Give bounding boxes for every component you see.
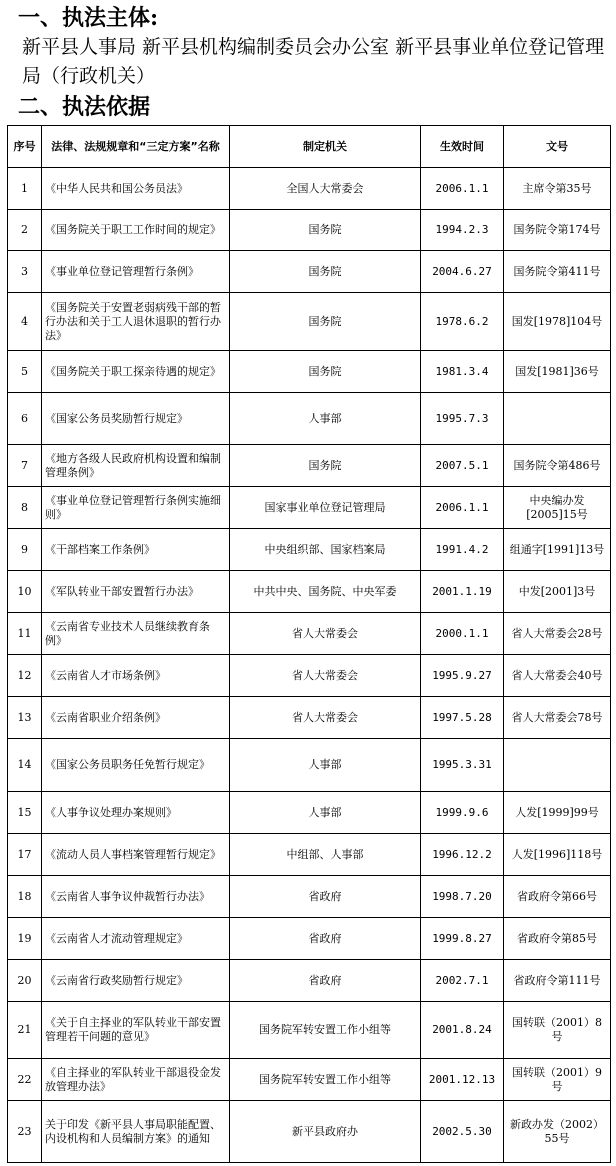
cell-regulation-name: 《事业单位登记管理暂行条例》 [42,251,230,293]
cell-issuing-authority: 国务院军转安置工作小组等 [230,1002,421,1059]
cell-effective-date: 1981.3.4 [421,351,504,393]
cell-issuing-authority: 中共中央、国务院、中央军委 [230,571,421,613]
cell-issuing-authority: 国务院 [230,210,421,251]
cell-issuing-authority: 省政府 [230,876,421,918]
cell-serial-number: 14 [8,739,42,792]
cell-effective-date: 1999.9.6 [421,792,504,834]
cell-document-number: 省人大常委会78号 [504,697,611,739]
cell-serial-number: 8 [8,487,42,529]
cell-regulation-name: 《事业单位登记管理暂行条例实施细则》 [42,487,230,529]
cell-regulation-name: 《自主择业的军队转业干部退役金发放管理办法》 [42,1059,230,1101]
table-row [8,529,611,571]
cell-serial-number: 20 [8,960,42,1002]
cell-effective-date: 2002.7.1 [421,960,504,1002]
cell-serial-number: 10 [8,571,42,613]
cell-serial-number: 18 [8,876,42,918]
cell-effective-date: 1991.4.2 [421,529,504,571]
cell-regulation-name: 《中华人民共和国公务员法》 [42,168,230,210]
cell-serial-number: 13 [8,697,42,739]
table-row [8,210,611,251]
cell-issuing-authority: 省人大常委会 [230,655,421,697]
table-row [8,876,611,918]
cell-effective-date: 2004.6.27 [421,251,504,293]
cell-effective-date: 2001.12.13 [421,1059,504,1101]
cell-serial-number: 23 [8,1101,42,1163]
cell-regulation-name: 《国家公务员奖励暂行规定》 [42,393,230,445]
table-body [8,168,611,1163]
cell-document-number: 中央编办发[2005]15号 [504,487,611,529]
cell-regulation-name: 《云南省职业介绍条例》 [42,697,230,739]
cell-regulation-name: 《地方各级人民政府机构设置和编制管理条例》 [42,445,230,487]
table-row [8,571,611,613]
cell-effective-date: 1995.7.3 [421,393,504,445]
cell-serial-number: 15 [8,792,42,834]
cell-issuing-authority: 人事部 [230,739,421,792]
header-effective-date: 生效时间 [421,126,504,168]
cell-issuing-authority: 中组部、人事部 [230,834,421,876]
cell-regulation-name: 《云南省人事争议仲裁暂行办法》 [42,876,230,918]
cell-effective-date: 2006.1.1 [421,487,504,529]
cell-issuing-authority: 人事部 [230,393,421,445]
cell-serial-number: 5 [8,351,42,393]
cell-document-number: 主席令第35号 [504,168,611,210]
table-row [8,918,611,960]
enforcement-subjects-text: 新平县人事局 新平县机构编制委员会办公室 新平县事业单位登记管理局（行政机关） [22,36,605,87]
header-issuing-authority: 制定机关 [230,126,421,168]
cell-issuing-authority: 省政府 [230,960,421,1002]
cell-serial-number: 12 [8,655,42,697]
cell-regulation-name: 《国务院关于职工探亲待遇的规定》 [42,351,230,393]
cell-document-number: 国发[1981]36号 [504,351,611,393]
cell-issuing-authority: 省人大常委会 [230,697,421,739]
cell-regulation-name: 《云南省人才市场条例》 [42,655,230,697]
table-row [8,487,611,529]
cell-serial-number: 19 [8,918,42,960]
cell-document-number: 省人大常委会40号 [504,655,611,697]
cell-document-number: 国转联（2001）8号 [504,1002,611,1059]
table-row [8,834,611,876]
cell-document-number: 人发[1999]99号 [504,792,611,834]
cell-serial-number: 4 [8,293,42,351]
cell-document-number: 国务院令第486号 [504,445,611,487]
cell-document-number: 省政府令第111号 [504,960,611,1002]
cell-regulation-name: 《云南省人才流动管理规定》 [42,918,230,960]
table-row [8,1101,611,1163]
cell-serial-number: 17 [8,834,42,876]
cell-document-number: 国发[1978]104号 [504,293,611,351]
cell-regulation-name: 《云南省行政奖励暂行规定》 [42,960,230,1002]
cell-issuing-authority: 人事部 [230,792,421,834]
cell-issuing-authority: 省人大常委会 [230,613,421,655]
cell-issuing-authority: 新平县政府办 [230,1101,421,1163]
cell-effective-date: 2007.5.1 [421,445,504,487]
cell-issuing-authority: 国务院 [230,351,421,393]
header-document-number: 文号 [504,126,611,168]
cell-issuing-authority: 国务院 [230,445,421,487]
cell-effective-date: 1978.6.2 [421,293,504,351]
cell-effective-date: 1997.5.28 [421,697,504,739]
cell-effective-date: 2001.8.24 [421,1002,504,1059]
cell-regulation-name: 《国务院关于安置老弱病残干部的暂行办法和关于工人退休退职的暂行办法》 [42,293,230,351]
cell-regulation-name: 《人事争议处理办案规则》 [42,792,230,834]
table-row [8,960,611,1002]
enforcement-basis-table [7,125,611,1163]
cell-document-number: 国转联（2001）9号 [504,1059,611,1101]
heading-law-enforcement-basis: 二、执法依据 [18,94,151,120]
cell-issuing-authority: 全国人大常委会 [230,168,421,210]
table-row [8,697,611,739]
cell-issuing-authority: 国务院 [230,251,421,293]
cell-effective-date: 1995.9.27 [421,655,504,697]
cell-document-number: 组通字[1991]13号 [504,529,611,571]
cell-serial-number: 22 [8,1059,42,1101]
cell-document-number [504,739,611,792]
table-row [8,739,611,792]
table-row [8,655,611,697]
table-row [8,792,611,834]
table-row [8,1059,611,1101]
cell-regulation-name: 《云南省专业技术人员继续教育条例》 [42,613,230,655]
cell-serial-number: 3 [8,251,42,293]
table-row [8,351,611,393]
cell-serial-number: 21 [8,1002,42,1059]
heading-law-enforcement-subject: 一、执法主体: [18,5,159,31]
cell-effective-date: 1994.2.3 [421,210,504,251]
cell-document-number: 省人大常委会28号 [504,613,611,655]
table-row [8,445,611,487]
table-row [8,1002,611,1059]
cell-regulation-name: 《流动人员人事档案管理暂行规定》 [42,834,230,876]
cell-serial-number: 1 [8,168,42,210]
cell-document-number: 人发[1996]118号 [504,834,611,876]
cell-effective-date: 2002.5.30 [421,1101,504,1163]
cell-regulation-name: 《国家公务员职务任免暂行规定》 [42,739,230,792]
cell-serial-number: 11 [8,613,42,655]
header-serial-number: 序号 [8,126,42,168]
table-row [8,613,611,655]
cell-regulation-name: 《国务院关于职工工作时间的规定》 [42,210,230,251]
cell-effective-date: 1999.8.27 [421,918,504,960]
cell-document-number: 国务院令第411号 [504,251,611,293]
table-header-row [8,126,611,168]
cell-regulation-name: 《关于自主择业的军队转业干部安置管理若干问题的意见》 [42,1002,230,1059]
cell-document-number [504,393,611,445]
cell-serial-number: 9 [8,529,42,571]
cell-effective-date: 2000.1.1 [421,613,504,655]
cell-serial-number: 2 [8,210,42,251]
cell-serial-number: 6 [8,393,42,445]
table-row [8,393,611,445]
table-row [8,293,611,351]
cell-issuing-authority: 省政府 [230,918,421,960]
cell-issuing-authority: 国务院 [230,293,421,351]
cell-regulation-name: 关于印发《新平县人事局职能配置、内设机构和人员编制方案》的通知 [42,1101,230,1163]
cell-document-number: 省政府令第66号 [504,876,611,918]
cell-issuing-authority: 国务院军转安置工作小组等 [230,1059,421,1101]
table-row [8,251,611,293]
cell-issuing-authority: 中央组织部、国家档案局 [230,529,421,571]
cell-document-number: 国务院令第174号 [504,210,611,251]
cell-regulation-name: 《军队转业干部安置暂行办法》 [42,571,230,613]
cell-serial-number: 7 [8,445,42,487]
cell-effective-date: 1996.12.2 [421,834,504,876]
table-row [8,168,611,210]
table-header [8,126,611,168]
cell-document-number: 新政办发（2002）55号 [504,1101,611,1163]
cell-issuing-authority: 国家事业单位登记管理局 [230,487,421,529]
cell-document-number: 省政府令第85号 [504,918,611,960]
cell-effective-date: 1998.7.20 [421,876,504,918]
cell-effective-date: 1995.3.31 [421,739,504,792]
cell-effective-date: 2006.1.1 [421,168,504,210]
cell-document-number: 中发[2001]3号 [504,571,611,613]
header-regulation-name: 法律、法规规章和“三定方案”名称 [42,126,230,168]
cell-regulation-name: 《干部档案工作条例》 [42,529,230,571]
cell-effective-date: 2001.1.19 [421,571,504,613]
